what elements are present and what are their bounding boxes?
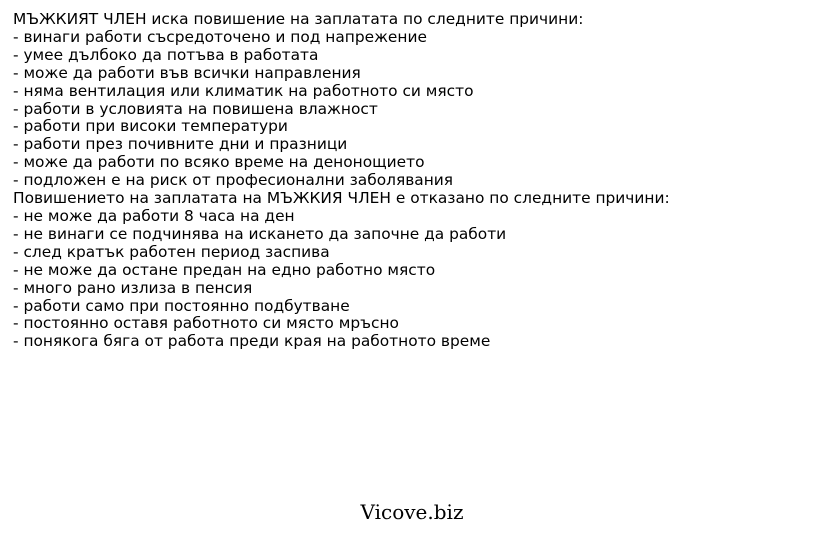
reason-against-item: - не винаги се подчинява на искането да започне да работи xyxy=(13,224,507,243)
reason-for-item: - може да работи по всяко време на денонощието xyxy=(13,153,425,172)
reason-for-item: - работи през почивните дни и празници xyxy=(13,135,348,154)
reason-against-item: - работи само при постоянно подбутване xyxy=(13,296,350,315)
reason-against-item: - понякога бяга от работа преди края на работното време xyxy=(13,332,491,351)
reason-for-item: - работи в условията на повишена влажност xyxy=(13,99,378,118)
reason-for-item: - работи при високи температури xyxy=(13,117,288,136)
reason-against-item: - не може да остане предан на едно работно място xyxy=(13,260,436,279)
reason-for-item: - винаги работи съсредоточено и под напрежение xyxy=(13,27,427,46)
reason-for-item: - подложен е на риск от професионални заболявания xyxy=(13,171,454,190)
reason-against-item: - постоянно оставя работното си място мръсно xyxy=(13,314,399,333)
reason-against-item: - не може да работи 8 часа на ден xyxy=(13,206,295,225)
site-watermark: Vicove.biz xyxy=(360,500,464,524)
reason-against-item: - много рано излиза в пенсия xyxy=(13,278,253,297)
intro-line: МЪЖКИЯТ ЧЛЕН иска повишение на заплатата по следните причини: xyxy=(13,10,584,28)
reason-for-item: - може да работи във всички направления xyxy=(13,63,361,82)
refusal-intro-line: Повишението на заплатата на МЪЖКИЯ ЧЛЕН е отказано по следните причини: xyxy=(13,189,670,208)
reason-against-item: - след кратък работен период заспива xyxy=(13,242,330,261)
joke-text xyxy=(13,11,803,351)
reason-for-item: - няма вентилация или климатик на работното си място xyxy=(13,81,474,100)
reason-for-item: - умее дълбоко да потъва в работата xyxy=(13,45,319,64)
